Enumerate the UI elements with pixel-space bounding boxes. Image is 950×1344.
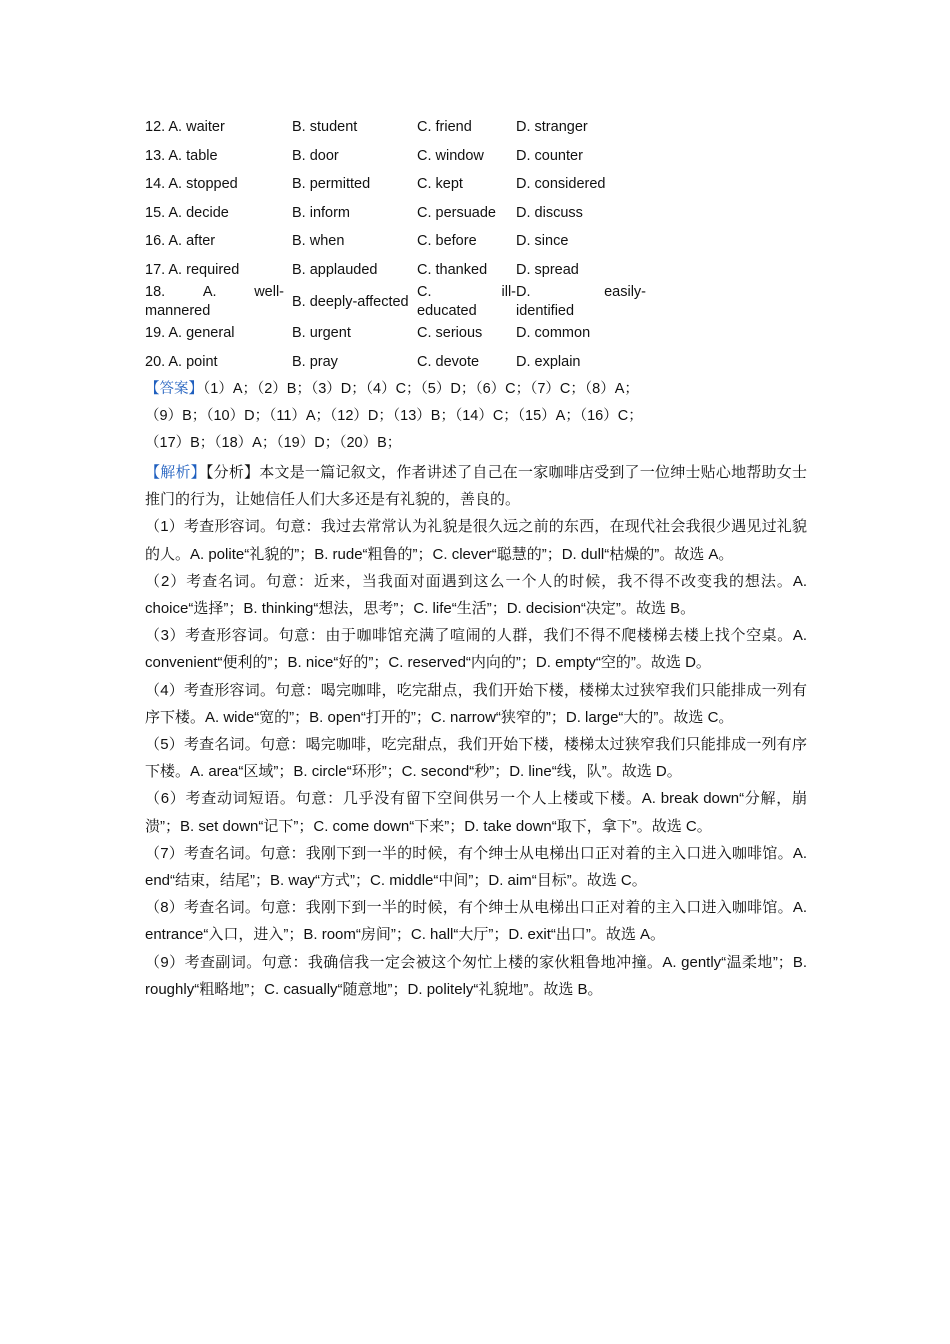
analysis-item: （8）考查名词。句意：我刚下到一半的时候，有个绅士从电梯出口正对着的主入口进入咖啡馆。A. entrance“入口，进入”；B. room“房间”；C. hall“大厅”；D. exit“出口”。故选 A。: [145, 899, 807, 944]
analysis-label: 【解析】: [145, 464, 206, 481]
document-page: [145, 113, 807, 1003]
analysis-block: [145, 459, 807, 1003]
option-row: 12. A. waiter B. student C. friend D. stranger: [145, 119, 588, 136]
option-row: 20. A. point B. pray C. devote D. explain: [145, 353, 581, 370]
analysis-item: （1）考查形容词。句意：我过去常常认为礼貌是很久远之前的东西，在现代社会我很少遇见过礼貌的人。A. polite“礼貌的”；B. rude“粗鲁的”；C. clever“聪慧的”；D. dull“枯燥的”。故选 A。: [145, 518, 807, 563]
analysis-item: （7）考查名词。句意：我刚下到一半的时候，有个绅士从电梯出口正对着的主入口进入咖啡馆。A. end“结束，结尾”；B. way“方式”；C. middle“中间”；D. aim“目标”。故选 C。: [145, 844, 807, 890]
analysis-item: （2）考查名词。句意：近来，当我面对面遇到这么一个人的时候，我不得不改变我的想法。A. choice“选择”；B. thinking“想法，思考”；C. life“生活”；D. decision“决定”。故选 B。: [145, 572, 807, 618]
answer-line-2: （9）B；（10）D；（11）A；（12）D；（13）B；（14）C；（15）A；（16）C；: [145, 408, 643, 424]
analysis-item: （5）考查名词。句意：喝完咖啡，吃完甜点，我们开始下楼，楼梯太过狭窄我们只能排成一列有序下楼。A. area“区域”；B. circle“环形”；C. second“秒”；D. line“线，队”。故选 D。: [145, 736, 807, 781]
analysis-item: （9）考查副词。句意：我确信我一定会被这个匆忙上楼的家伙粗鲁地冲撞。A. gently“温柔地”；B. roughly“粗略地”；C. casually“随意地”；D. politely“礼貌地”。故选 B。: [145, 953, 807, 998]
options-table: [145, 113, 646, 376]
option-row-18: 18. A. well- mannered B. deeply-affected C. ill- educated D. easily- identified: [145, 284, 646, 319]
option-row: 16. A. after B. when C. before D. since: [145, 233, 569, 250]
analysis-item: （6）考查动词短语。句意：几乎没有留下空间供另一个人上楼或下楼。A. break down“分解，崩溃”；B. set down“记下”；C. come down“下来”；D. take down“取下，拿下”。故选 C。: [145, 790, 807, 835]
option-row: 15. A. decide B. inform C. persuade D. discuss: [145, 204, 583, 221]
answer-block: [145, 376, 807, 457]
analysis-intro: 【解析】【分析】本文是一篇记叙文，作者讲述了自己在一家咖啡店受到了一位绅士贴心地帮助女士推门的行为，让她信任人们大多还是有礼貌的，善良的。: [145, 464, 807, 509]
answer-label: 【答案】: [145, 381, 203, 397]
option-row: 19. A. general B. urgent C. serious D. common: [145, 325, 591, 342]
option-row: 14. A. stopped B. permitted C. kept D. considered: [145, 176, 606, 193]
answer-line-1: 【答案】（1）A；（2）B；（3）D；（4）C；（5）D；（6）C；（7）C；（8）A；: [145, 381, 639, 397]
option-row: 17. A. required B. applauded C. thanked D. spread: [145, 261, 579, 278]
answer-line-3: （17）B；（18）A；（19）D；（20）B；: [145, 435, 402, 451]
analysis-item: （4）考查形容词。句意：喝完咖啡，吃完甜点，我们开始下楼，楼梯太过狭窄我们只能排成一列有序下楼。A. wide“宽的”；B. open“打开的”；C. narrow“狭窄的”；D. large“大的”。故选 C。: [145, 681, 807, 726]
option-row: 13. A. table B. door C. window D. counter: [145, 147, 583, 164]
analysis-item: （3）考查形容词。句意：由于咖啡馆充满了喧闹的人群，我们不得不爬楼梯去楼上找个空桌。A. convenient“便利的”；B. nice“好的”；C. reserved“内向的”；D. empty“空的”。故选 D。: [145, 627, 807, 672]
